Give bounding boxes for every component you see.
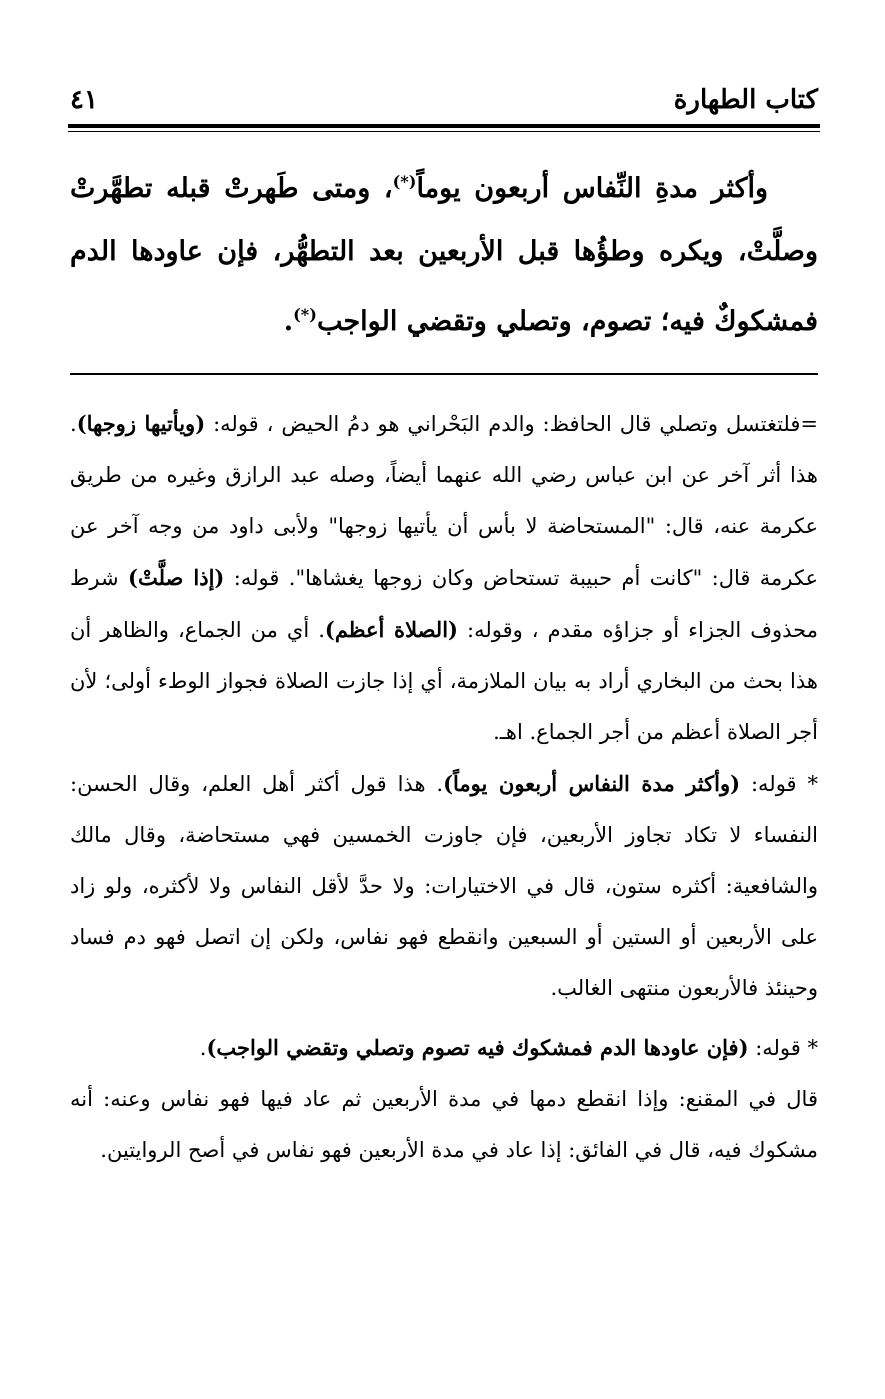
footnote-text: شرط محذوف الجزاء أو جزاؤه مقدم ، وقوله: [70,566,818,642]
footnote-text: . هذا قول أكثر أهل العلم، وقال الحسن: النفساء لا تكاد تجاوز الأربعين، فإن جاوزت الخمسين فهي مستحاضة، وقال مالك والشافعية: أكثره ستون، قال في الاختيارات: ولا حدَّ لأقل النفاس ولا لأكثره، ولو زاد على الأربعين أو الستين أو السبعين وانقطع فهو نفاس، ولكن إن اتصل فهو دم فساد وحينئذ فالأربعون منتهى الغالب. [70,772,818,1000]
footnote-quote: (فإن عاودها الدم فمشكوك فيه تصوم وتصلي وتقضي الواجب) [206,1035,749,1060]
page-header [70,80,818,120]
footnote-marker: (*) [293,305,317,324]
page-number: ٤١ [70,85,98,115]
main-text-part: ، ومتى طَهرتْ قبله تطهَّرتْ وصلَّتْ، ويكره وطؤُها قبل الأربعين بعد التطهُّر، فإن عاودها الدم فمشكوكٌ فيه؛ تصوم، وتصلي وتقضي الواجب [70,173,818,337]
footnote-text: . هذا أثر آخر عن ابن عباس رضي الله عنهما أيضاً، وصله عبد الرازق وغيره من طريق عكرمة عنه، قال: "المستحاضة لا بأس أن يأتيها زوجها" ولأبى داود من وجه آخر عن عكرمة قال: "كانت أم حبيبة تستحاض وكان زوجها يغشاها". قوله: [70,412,819,590]
footnote-text: قال في المقنع: وإذا انقطع دمها في مدة الأربعين ثم عاد فيها فهو نفاس وعنه: أنه مشكوك فيه، قال في الفائق: إذا عاد في مدة الأربعين فهو نفاس في أصح الروايتين. [70,1087,818,1162]
header-rule-thick [68,124,820,128]
footnote-text: * قوله: [740,772,818,796]
main-text-part: . [283,306,294,337]
footnote-separator [70,373,818,375]
footnote-text: * قوله: [748,1036,818,1060]
footnote-paragraph [70,758,818,1014]
footnote-quote: (الصلاة أعظم) [324,617,458,642]
header-rule-thin [68,131,820,132]
main-text [70,150,818,353]
footnote-paragraph [70,1022,818,1074]
footnote-marker: (*) [392,172,417,191]
main-text-part: وأكثر مدةِ النِّفاس أربعون يوماً [416,173,769,204]
footnote-quote: (ويأتيها زوجها) [76,411,206,436]
footnote-paragraph [70,398,818,758]
footnote-quote: (وأكثر مدة النفاس أربعون يوماً) [443,771,741,796]
footnote-quote: (إذا صلَّتْ) [128,565,225,590]
footnote-text: . [199,1036,207,1060]
chapter-title: كتاب الطهارة [673,85,818,115]
footnote-paragraph [70,1074,818,1176]
footnote-text: =فلتغتسل وتصلي قال الحافظ: والدم البَحْراني هو دمُ الحيض ، قوله: [205,412,819,436]
footnote-text: . أي من الجماع، والظاهر أن هذا بحث من البخاري أراد به بيان الملازمة، أي إذا جازت الصلاة فجواز الوطء أولى؛ لأن أجر الصلاة أعظم من أجر الجماع. اهـ. [70,618,818,744]
main-paragraph [70,150,818,353]
footnotes [70,398,818,1176]
